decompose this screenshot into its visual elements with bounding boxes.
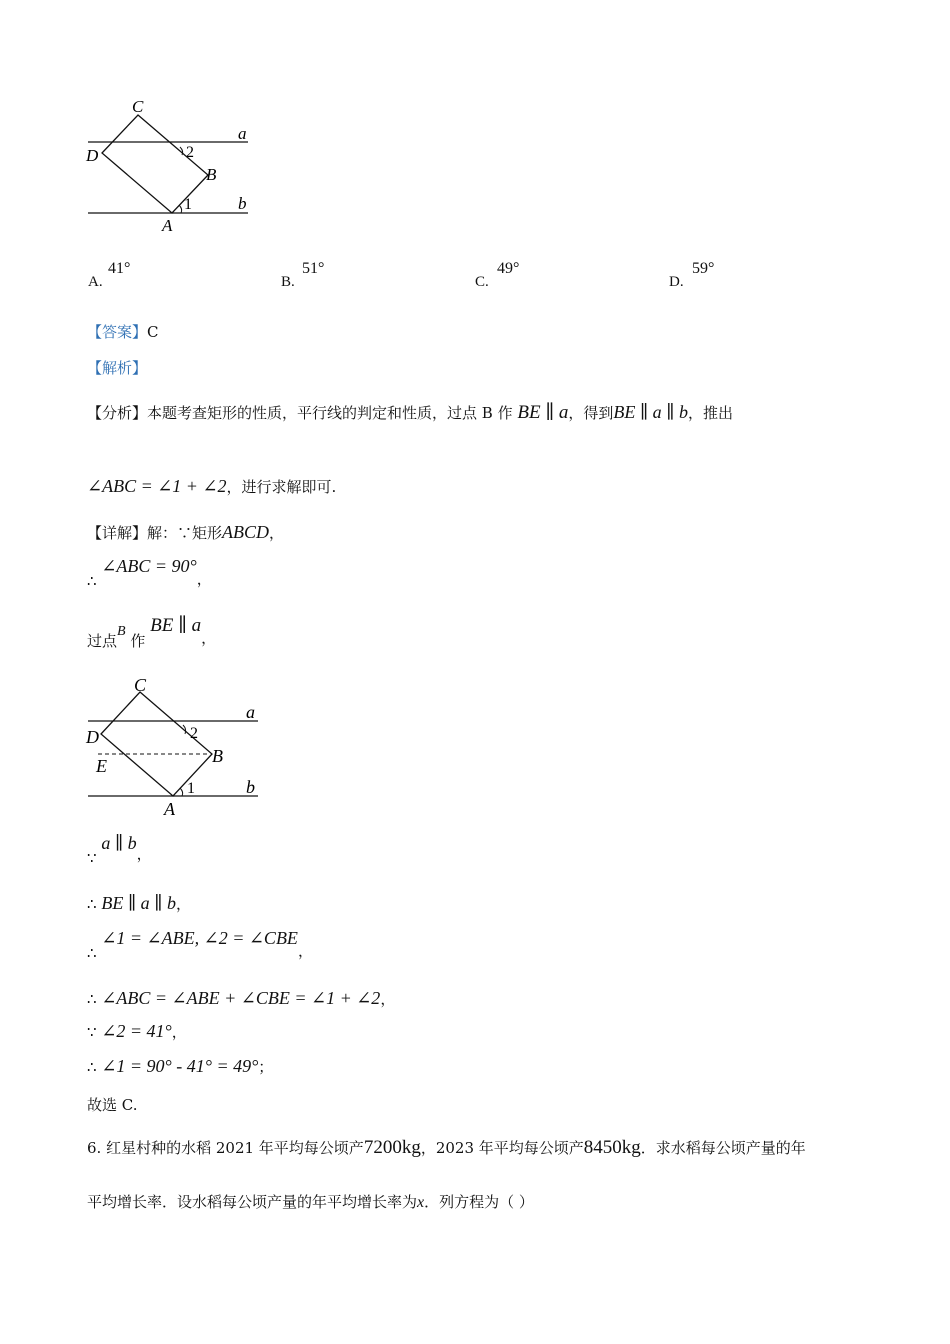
analysis-math-1: BE ∥ a bbox=[517, 402, 569, 423]
step-1-end: ， bbox=[196, 570, 212, 588]
step-8-symbol: ∴ bbox=[87, 1058, 97, 1076]
option-b-value: 51° bbox=[302, 260, 325, 277]
step-2-zuo: 作 bbox=[130, 632, 146, 650]
analysis-text-1: 本题考查矩形的性质，平行线的判定和性质，过点 B 作 bbox=[147, 404, 513, 422]
option-d-value: 59° bbox=[692, 260, 715, 277]
label-angle2: 2 bbox=[186, 144, 194, 161]
angle1-arc bbox=[179, 205, 182, 213]
detail-comma: ， bbox=[269, 524, 285, 542]
label-b-vertex: B bbox=[206, 165, 217, 184]
detail-line bbox=[87, 522, 284, 543]
figure-rectangle-parallel-lines bbox=[80, 95, 270, 240]
step-3-symbol: ∵ bbox=[87, 849, 97, 867]
step-4-end: ， bbox=[175, 895, 191, 913]
analysis-text-3: ，推出 bbox=[688, 404, 734, 422]
option-d-letter: D. bbox=[669, 274, 684, 290]
label-angle1: 1 bbox=[184, 196, 192, 213]
conclusion: 故选 C. bbox=[87, 1096, 138, 1114]
question-6-text-1: 红星村种的水稻 2021 年平均每公顷产 bbox=[106, 1139, 364, 1157]
step-5-end: ， bbox=[297, 942, 313, 960]
label-b-line: b bbox=[246, 777, 255, 797]
option-c-value: 49° bbox=[497, 260, 520, 277]
label-d: D bbox=[86, 727, 99, 747]
step-6-symbol: ∴ bbox=[87, 990, 97, 1008]
step-6-end: ， bbox=[380, 990, 396, 1008]
step-2-math: BE ∥ a bbox=[150, 615, 202, 636]
rectangle-abcd bbox=[102, 115, 208, 213]
analysis-line-2 bbox=[87, 476, 336, 497]
question-6-text-5: ．列方程为（ ） bbox=[424, 1193, 534, 1211]
question-6-text-3: ．求水稻每公顷产量的年 bbox=[640, 1139, 806, 1157]
analysis-line-1 bbox=[87, 401, 733, 424]
step-3 bbox=[87, 833, 152, 867]
label-d: D bbox=[86, 146, 99, 165]
step-4 bbox=[87, 893, 191, 914]
label-a-vertex: A bbox=[164, 799, 175, 819]
label-c: C bbox=[134, 675, 147, 695]
analysis-text-2: ，得到 bbox=[568, 404, 614, 422]
detail-tag: 【详解】 bbox=[87, 524, 148, 542]
answer-tag: 【答案】 bbox=[87, 323, 148, 341]
step-4-symbol: ∴ bbox=[87, 895, 97, 913]
option-b-letter: B. bbox=[281, 274, 295, 290]
answer-line bbox=[87, 321, 159, 342]
label-b-line: b bbox=[238, 194, 247, 213]
figure-auxiliary-line bbox=[80, 673, 280, 823]
question-6-text-2: ，2023 年平均每公顷产 bbox=[420, 1139, 584, 1157]
label-e: E bbox=[96, 756, 107, 776]
step-1-symbol: ∴ bbox=[87, 572, 97, 590]
label-angle2: 2 bbox=[190, 725, 198, 742]
option-c-letter: C. bbox=[475, 274, 489, 290]
step-1 bbox=[87, 556, 212, 590]
step-2-end: ， bbox=[201, 629, 217, 647]
detail-text: 解：∵矩形 bbox=[147, 524, 223, 542]
label-angle1: 1 bbox=[187, 780, 195, 797]
question-6-number: 6. bbox=[87, 1139, 102, 1157]
step-2 bbox=[87, 614, 217, 650]
analysis-label: 【分析】 bbox=[87, 404, 148, 422]
step-6-math: ∠ABC = ∠ABE + ∠CBE = ∠1 + ∠2 bbox=[101, 988, 381, 1008]
step-3-math: a ∥ b bbox=[101, 833, 137, 853]
label-a-vertex: A bbox=[162, 216, 173, 235]
step-7-symbol: ∵ bbox=[87, 1023, 97, 1041]
step-7 bbox=[87, 1021, 187, 1042]
option-a-letter: A. bbox=[88, 274, 103, 290]
step-4-math: BE ∥ a ∥ b bbox=[101, 893, 176, 913]
step-8-math: ∠1 = 90° - 41° = 49° bbox=[101, 1056, 259, 1076]
answer-value: C bbox=[147, 323, 159, 341]
step-5-math: ∠1 = ∠ABE, ∠2 = ∠CBE bbox=[101, 928, 298, 948]
step-1-math: ∠ABC = 90° bbox=[101, 556, 197, 576]
analysis-text-4: ，进行求解即可. bbox=[226, 478, 337, 496]
label-b-vertex: B bbox=[212, 746, 223, 766]
question-6-line-1 bbox=[87, 1137, 806, 1159]
analysis-tag: 【解析】 bbox=[87, 359, 148, 377]
rectangle-abcd bbox=[101, 692, 212, 796]
step-7-end: ， bbox=[171, 1023, 187, 1041]
step-7-math: ∠2 = 41° bbox=[101, 1021, 172, 1041]
step-8 bbox=[87, 1056, 273, 1077]
step-2-text: 过点 bbox=[87, 632, 118, 650]
step-8-end: ； bbox=[258, 1058, 274, 1076]
step-2-b: B bbox=[117, 624, 126, 639]
step-3-end: ， bbox=[136, 845, 152, 863]
analysis-math-3: ∠ABC = ∠1 + ∠2 bbox=[87, 476, 227, 496]
angle1-arc bbox=[180, 788, 183, 796]
question-6-math-1: 7200kg bbox=[363, 1137, 421, 1158]
detail-math-rect: ABCD bbox=[222, 522, 270, 542]
analysis-math-2: BE ∥ a ∥ b bbox=[613, 402, 688, 422]
question-6-text-4: 平均增长率．设水稻每公顷产量的年平均增长率为 bbox=[87, 1193, 418, 1211]
question-6-math-2: 8450kg bbox=[583, 1137, 641, 1158]
label-c: C bbox=[132, 97, 144, 116]
step-5-symbol: ∴ bbox=[87, 944, 97, 962]
label-a-line: a bbox=[238, 124, 247, 143]
question-6-line-2 bbox=[87, 1191, 534, 1212]
option-a-value: 41° bbox=[108, 260, 131, 277]
step-5 bbox=[87, 928, 313, 962]
label-a-line: a bbox=[246, 702, 255, 722]
step-6 bbox=[87, 988, 395, 1009]
question-6-variable: x bbox=[417, 1194, 425, 1211]
